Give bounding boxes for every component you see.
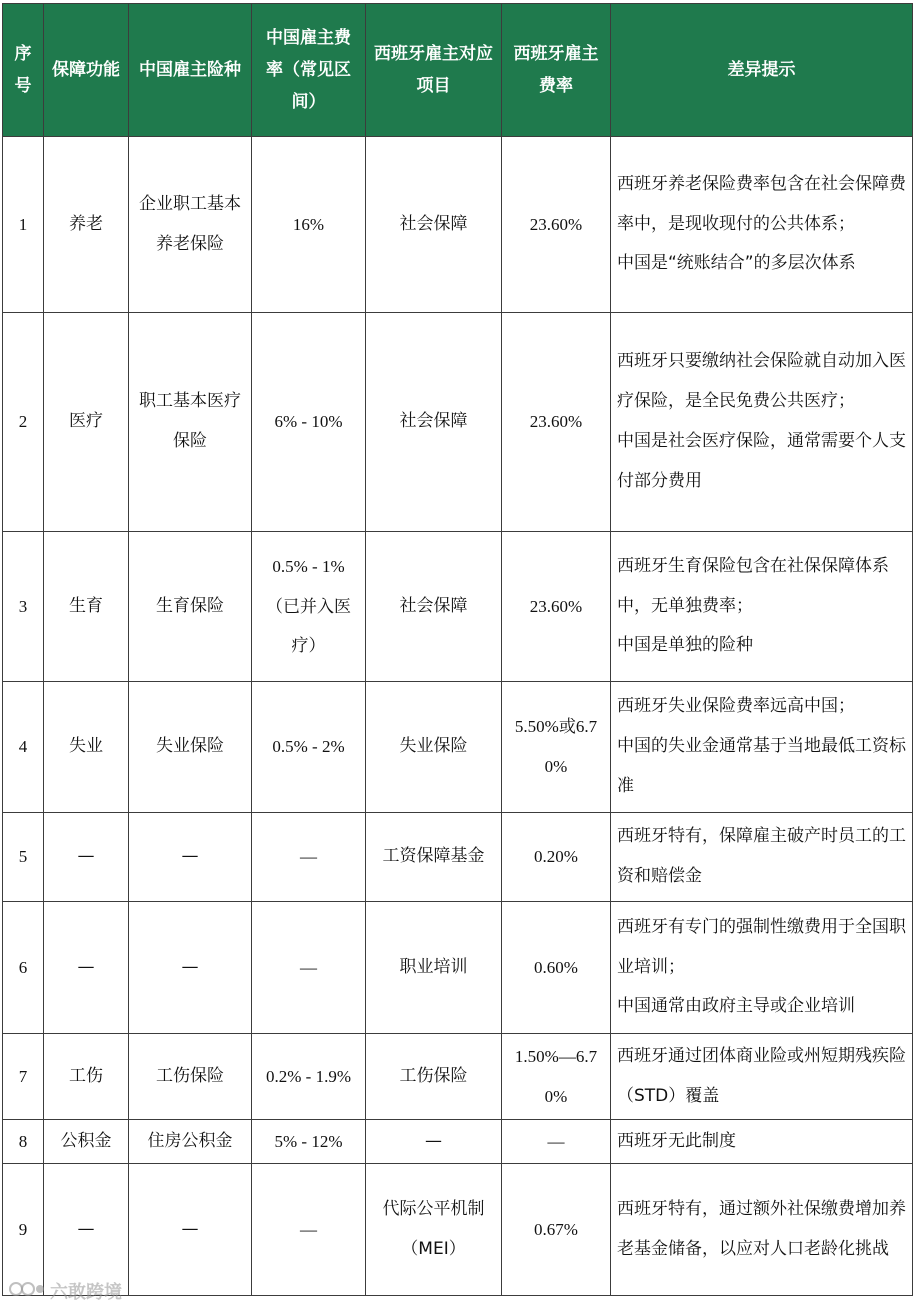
note-line: 中国是“统账结合”的多层次体系 xyxy=(617,253,856,274)
header-function: 保障功能 xyxy=(44,4,129,137)
cell-cn-type: 工伤保险 xyxy=(129,1034,252,1120)
cell-no: 8 xyxy=(3,1120,44,1164)
cell-function: 医疗 xyxy=(44,313,129,532)
cell-es-rate: 0.20% xyxy=(502,813,611,902)
cell-cn-rate: 0.5% - 2% xyxy=(252,682,366,813)
cell-cn-rate: 16% xyxy=(252,137,366,313)
table-row xyxy=(3,137,913,313)
cell-notes xyxy=(611,1164,913,1296)
note-line: 西班牙养老保险费率包含在社会保障费率中，是现收现付的公共体系； xyxy=(617,173,906,234)
cell-function: — xyxy=(44,1164,129,1296)
note-line: 西班牙失业保险费率远高中国； xyxy=(617,696,855,717)
table-row xyxy=(3,1164,913,1296)
cell-function: — xyxy=(44,813,129,902)
note-line: 中国是单独的险种 xyxy=(617,635,753,656)
cell-cn-type: 企业职工基本养老保险 xyxy=(129,137,252,313)
cell-es-item: 工伤保险 xyxy=(366,1034,502,1120)
cell-es-rate: 5.50%或6.70% xyxy=(502,682,611,813)
cell-es-rate: — xyxy=(502,1120,611,1164)
cell-no: 1 xyxy=(3,137,44,313)
cell-cn-type: — xyxy=(129,902,252,1034)
cell-function: 公积金 xyxy=(44,1120,129,1164)
cell-es-item: 工资保障基金 xyxy=(366,813,502,902)
cell-cn-type: 住房公积金 xyxy=(129,1120,252,1164)
table-row xyxy=(3,682,913,813)
cell-function: 工伤 xyxy=(44,1034,129,1120)
cell-es-rate: 23.60% xyxy=(502,313,611,532)
comparison-table xyxy=(2,3,913,1296)
header-cn-type: 中国雇主险种 xyxy=(129,4,252,137)
cell-es-rate: 23.60% xyxy=(502,532,611,682)
header-es-item: 西班牙雇主对应项目 xyxy=(366,4,502,137)
note-line: 中国通常由政府主导或企业培训 xyxy=(617,996,855,1017)
table-row xyxy=(3,532,913,682)
cell-notes xyxy=(611,137,913,313)
cell-cn-type: 失业保险 xyxy=(129,682,252,813)
cell-notes xyxy=(611,682,913,813)
cell-cn-type: 生育保险 xyxy=(129,532,252,682)
cell-es-rate: 1.50%—6.70% xyxy=(502,1034,611,1120)
cell-cn-rate: — xyxy=(252,1164,366,1296)
note-line: 西班牙生育保险包含在社保保障体系中，无单独费率； xyxy=(617,555,889,616)
cell-es-item: 代际公平机制（MEI） xyxy=(366,1164,502,1296)
cell-es-rate: 0.67% xyxy=(502,1164,611,1296)
cell-no: 2 xyxy=(3,313,44,532)
cell-notes xyxy=(611,902,913,1034)
cell-es-item: — xyxy=(366,1120,502,1164)
cell-es-item: 社会保障 xyxy=(366,313,502,532)
cell-cn-rate: 6% - 10% xyxy=(252,313,366,532)
note-line: 西班牙通过团体商业险或州短期残疾险（STD）覆盖 xyxy=(617,1045,906,1106)
table-row xyxy=(3,1034,913,1120)
cell-notes xyxy=(611,313,913,532)
cell-cn-rate: 0.5% - 1%（已并入医疗） xyxy=(252,532,366,682)
note-line: 西班牙特有，保障雇主破产时员工的工资和赔偿金 xyxy=(617,826,906,886)
cell-es-rate: 0.60% xyxy=(502,902,611,1034)
cell-notes xyxy=(611,532,913,682)
table-row xyxy=(3,313,913,532)
cell-es-item: 社会保障 xyxy=(366,532,502,682)
cell-es-rate: 23.60% xyxy=(502,137,611,313)
note-line: 中国是社会医疗保险，通常需要个人支付部分费用 xyxy=(617,431,906,491)
cell-function: 养老 xyxy=(44,137,129,313)
cell-cn-type: — xyxy=(129,813,252,902)
cell-notes xyxy=(611,1120,913,1164)
cell-cn-rate: 0.2% - 1.9% xyxy=(252,1034,366,1120)
cell-notes xyxy=(611,813,913,902)
cell-no: 4 xyxy=(3,682,44,813)
cell-es-item: 失业保险 xyxy=(366,682,502,813)
cell-function: 生育 xyxy=(44,532,129,682)
table-row xyxy=(3,902,913,1034)
cell-es-item: 社会保障 xyxy=(366,137,502,313)
cell-es-item: 职业培训 xyxy=(366,902,502,1034)
header-es-rate: 西班牙雇主费率 xyxy=(502,4,611,137)
note-line: 西班牙有专门的强制性缴费用于全国职业培训； xyxy=(617,916,906,977)
table-row xyxy=(3,1120,913,1164)
cell-no: 5 xyxy=(3,813,44,902)
header-no: 序号 xyxy=(3,4,44,137)
cell-notes xyxy=(611,1034,913,1120)
watermark-text: 六敢跨境 xyxy=(50,1282,122,1303)
cell-no: 7 xyxy=(3,1034,44,1120)
cell-cn-type: — xyxy=(129,1164,252,1296)
table-body xyxy=(3,137,913,1296)
cell-function: 失业 xyxy=(44,682,129,813)
header-cn-rate: 中国雇主费率（常见区间） xyxy=(252,4,366,137)
cell-no: 6 xyxy=(3,902,44,1034)
cell-cn-rate: — xyxy=(252,902,366,1034)
note-line: 西班牙特有，通过额外社保缴费增加养老基金储备，以应对人口老龄化挑战 xyxy=(617,1198,906,1259)
cell-no: 3 xyxy=(3,532,44,682)
cell-cn-rate: 5% - 12% xyxy=(252,1120,366,1164)
header-notes: 差异提示 xyxy=(611,4,913,137)
note-line: 西班牙只要缴纳社会保险就自动加入医疗保险，是全民免费公共医疗； xyxy=(617,351,906,412)
table-row xyxy=(3,813,913,902)
cell-no: 9 xyxy=(3,1164,44,1296)
cell-cn-rate: — xyxy=(252,813,366,902)
header-row xyxy=(3,4,913,137)
note-line: 西班牙无此制度 xyxy=(617,1130,736,1151)
cell-function: — xyxy=(44,902,129,1034)
note-line: 中国的失业金通常基于当地最低工资标准 xyxy=(617,736,906,796)
cell-cn-type: 职工基本医疗保险 xyxy=(129,313,252,532)
